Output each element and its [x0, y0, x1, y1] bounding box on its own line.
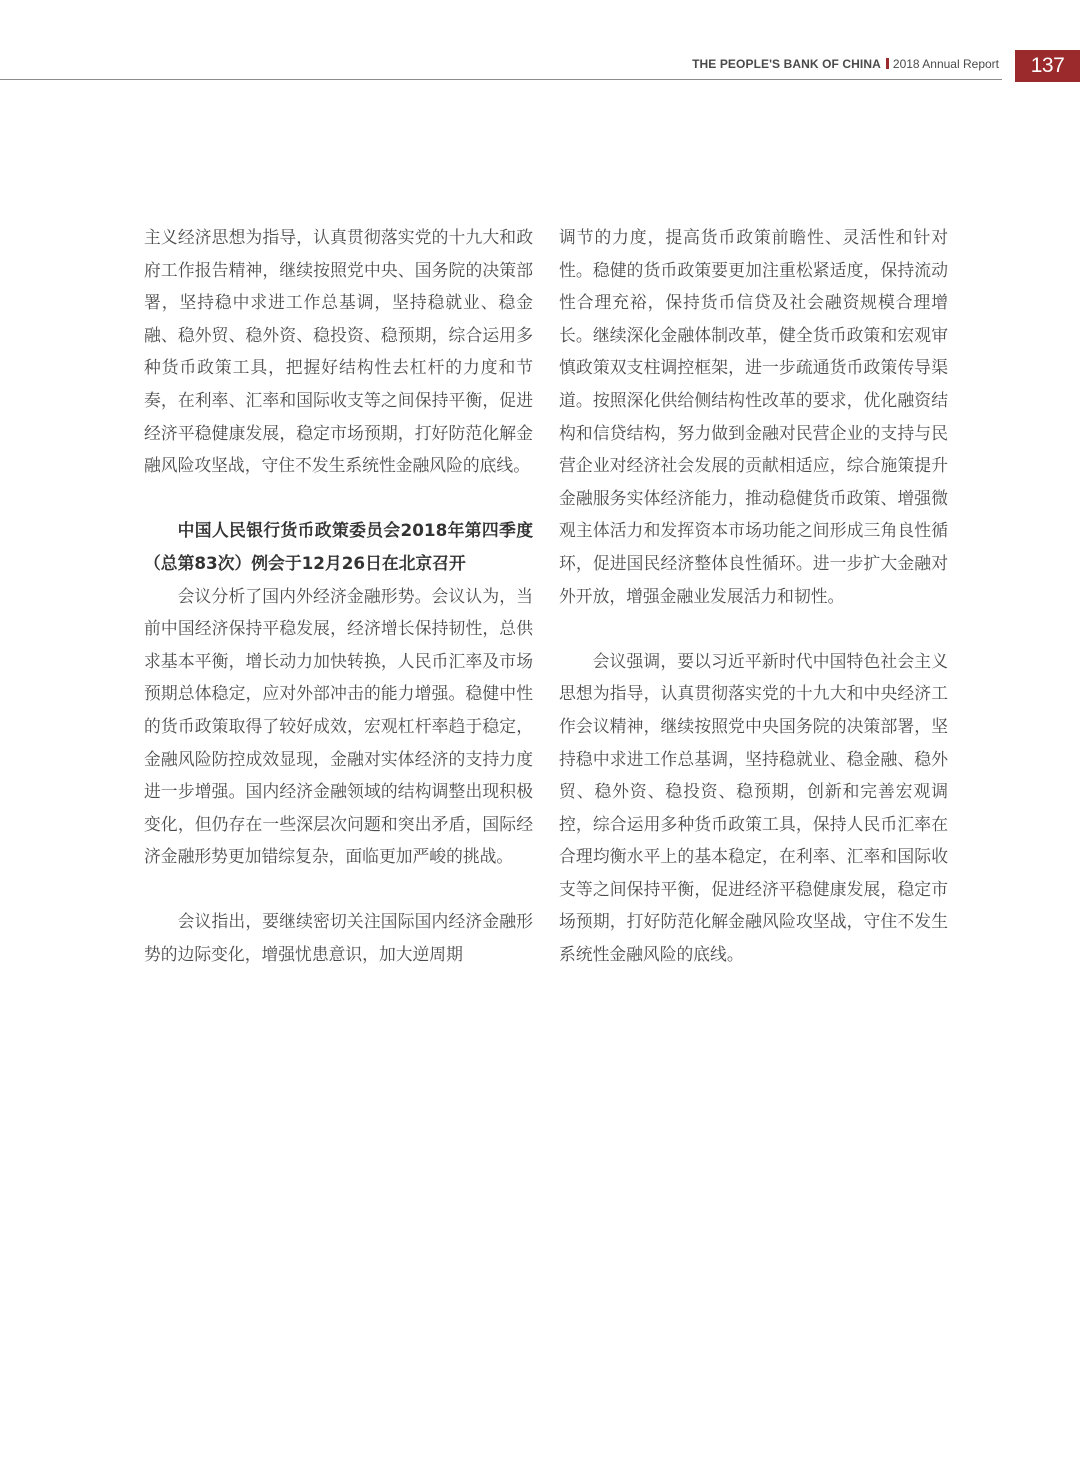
header-rule: [0, 79, 1002, 80]
paragraph-continued: 主义经济思想为指导，认真贯彻落实党的十九大和政府工作报告精神，继续按照党中央、国务院的决策部署，坚持稳中求进工作总基调，坚持稳就业、稳金融、稳外贸、稳外资、稳投资、稳预期，综合运用多种货币政策工具，把握好结构性去杠杆的力度和节奏，在利率、汇率和国际收支等之间保持平衡，促进经济平稳健康发展，稳定市场预期，打好防范化解金融风险攻坚战，守住不发生系统性金融风险的底线。: [144, 227, 533, 476]
report-title: 2018 Annual Report: [892, 57, 999, 71]
running-head: [692, 57, 999, 71]
section-heading: 中国人民银行货币政策委员会2018年第四季度（总第83次）例会于12月26日在北京召开: [144, 520, 533, 573]
paragraph-emphasized: 会议强调，要以习近平新时代中国特色社会主义思想为指导，认真贯彻落实党的十九大和中央经济工作会议精神，继续按照党中央国务院的决策部署，坚持稳中求进工作总基调，坚持稳就业、稳金融、稳外贸、稳外资、稳投资、稳预期，创新和完善宏观调控，综合运用多种货币政策工具，保持人民币汇率在合理均衡水平上的基本稳定，在利率、汇率和国际收支等之间保持平衡，促进经济平稳健康发展，稳定市场预期，打好防范化解金融风险攻坚战，守住不发生系统性金融风险的底线。: [559, 650, 948, 965]
paragraph-analysis: 会议分析了国内外经济金融形势。会议认为，当前中国经济保持平稳发展，经济增长保持韧性，总供求基本平衡，增长动力加快转换，人民币汇率及市场预期总体稳定，应对外部冲击的能力增强。稳健中性的货币政策取得了较好成效，宏观杠杆率趋于稳定，金融风险防控成效显现，金融对实体经济的支持力度进一步增强。国内经济金融领域的结构调整出现积极变化，但仍存在一些深层次问题和突出矛盾，国际经济金融形势更加错综复杂，面临更加严峻的挑战。: [144, 585, 533, 867]
page-number: 137: [1015, 50, 1080, 82]
left-column: [144, 221, 533, 971]
paragraph-pointed-out: 会议指出，要继续密切关注国际国内经济金融形势的边际变化，增强忧患意识，加大逆周期: [144, 911, 533, 965]
right-column: [559, 221, 948, 971]
header-separator: [886, 58, 889, 69]
organization-name: THE PEOPLE'S BANK OF CHINA: [692, 57, 881, 71]
paragraph-continued-right: 调节的力度，提高货币政策前瞻性、灵活性和针对性。稳健的货币政策要更加注重松紧适度，保持流动性合理充裕，保持货币信贷及社会融资规模合理增长。继续深化金融体制改革，健全货币政策和宏观审慎政策双支柱调控框架，进一步疏通货币政策传导渠道。按照深化供给侧结构性改革的要求，优化融资结构和信贷结构，努力做到金融对民营企业的支持与民营企业对经济社会发展的贡献相适应，综合施策提升金融服务实体经济能力，推动稳健货币政策、增强微观主体活力和发挥资本市场功能之间形成三角良性循环，促进国民经济整体良性循环。进一步扩大金融对外开放，增强金融业发展活力和韧性。: [559, 227, 948, 606]
